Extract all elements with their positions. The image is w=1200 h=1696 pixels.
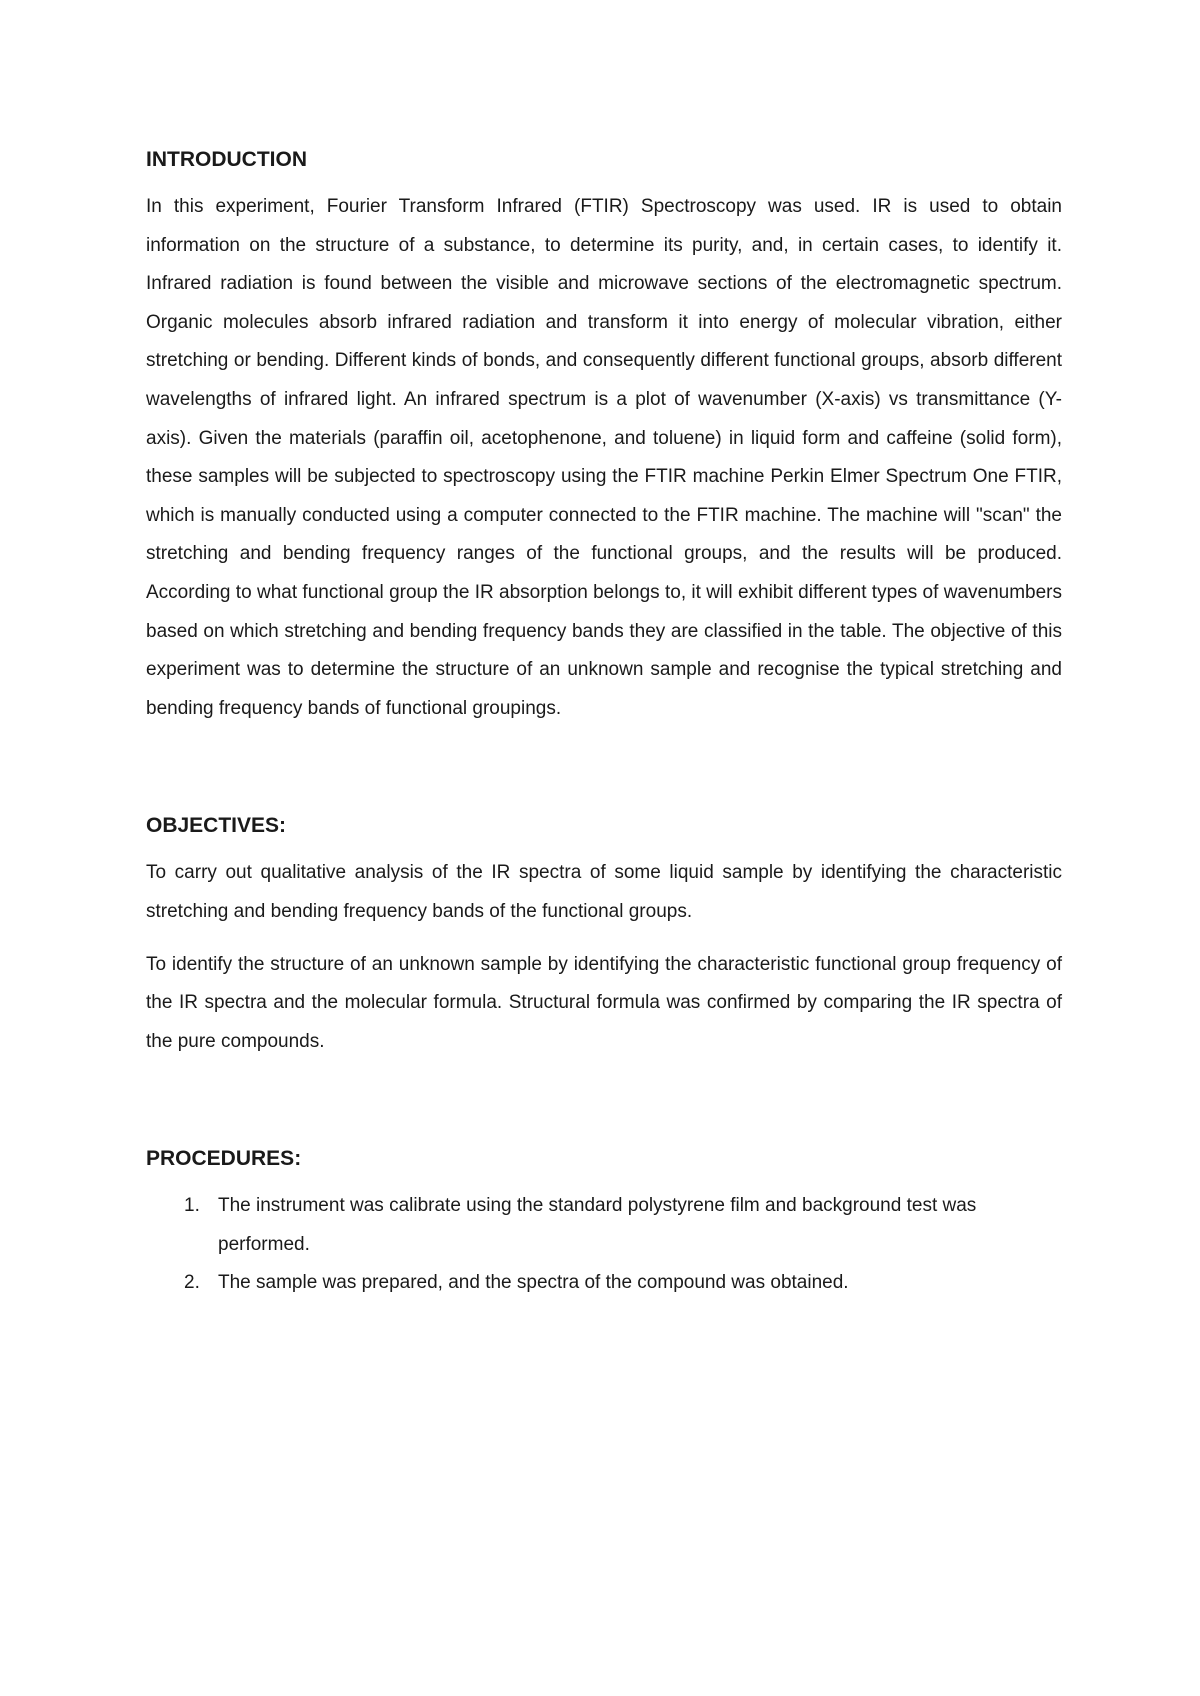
procedure-text: The instrument was calibrate using the standard polystyrene film and background test was performed. (218, 1195, 977, 1255)
objectives-section (146, 812, 1062, 1061)
procedure-text: The sample was prepared, and the spectra of the compound was obtained. (218, 1272, 849, 1294)
objective-paragraph-1: To carry out qualitative analysis of the IR spectra of some liquid sample by identifying the characteristic stretching and bending frequency bands of the functional groups. (146, 862, 1062, 922)
introduction-heading: INTRODUCTION (146, 148, 307, 171)
introduction-paragraph: In this experiment, Fourier Transform Infrared (FTIR) Spectroscopy was used. IR is used to obtain information on the structure of a substance, to determine its purity, and, in certain cases, to identify it. Infrared radiation is found between the visible and microwave sections of the electromagnetic spectrum. Organic molecules absorb infrared radiation and transform it into energy of molecular vibration, either stretching or bending. Different kinds of bonds, and consequently different functional groups, absorb different wavelengths of infrared light. An infrared spectrum is a plot of wavenumber (X-axis) vs transmittance (Y-axis). Given the materials (paraffin oil, acetophenone, and toluene) in liquid form and caffeine (solid form), these samples will be subjected to spectroscopy using the FTIR machine Perkin Elmer Spectrum One FTIR, which is manually conducted using a computer connected to the FTIR machine. The machine will "scan" the stretching and bending frequency ranges of the functional groups, and the results will be produced. According to what functional group the IR absorption belongs to, it will exhibit different types of wavenumbers based on which stretching and bending frequency bands they are classified in the table. The objective of this experiment was to determine the structure of an unknown sample and recognise the typical stretching and bending frequency bands of functional groupings. (146, 196, 1062, 719)
introduction-section (146, 146, 1062, 728)
procedure-number: 1. (184, 1195, 200, 1217)
procedure-item (146, 1187, 1062, 1264)
objective-paragraph-2: To identify the structure of an unknown sample by identifying the characteristic functional group frequency of the IR spectra and the molecular formula. Structural formula was confirmed by comparing the IR spectra of the pure compounds. (146, 953, 1062, 1052)
procedures-list (146, 1187, 1062, 1303)
procedures-section (146, 1145, 1062, 1303)
document-content (146, 146, 1062, 1303)
objectives-heading: OBJECTIVES: (146, 814, 287, 838)
procedure-number: 2. (184, 1272, 200, 1294)
procedures-heading: PROCEDURES: (146, 1147, 302, 1171)
procedure-item (146, 1264, 1062, 1303)
